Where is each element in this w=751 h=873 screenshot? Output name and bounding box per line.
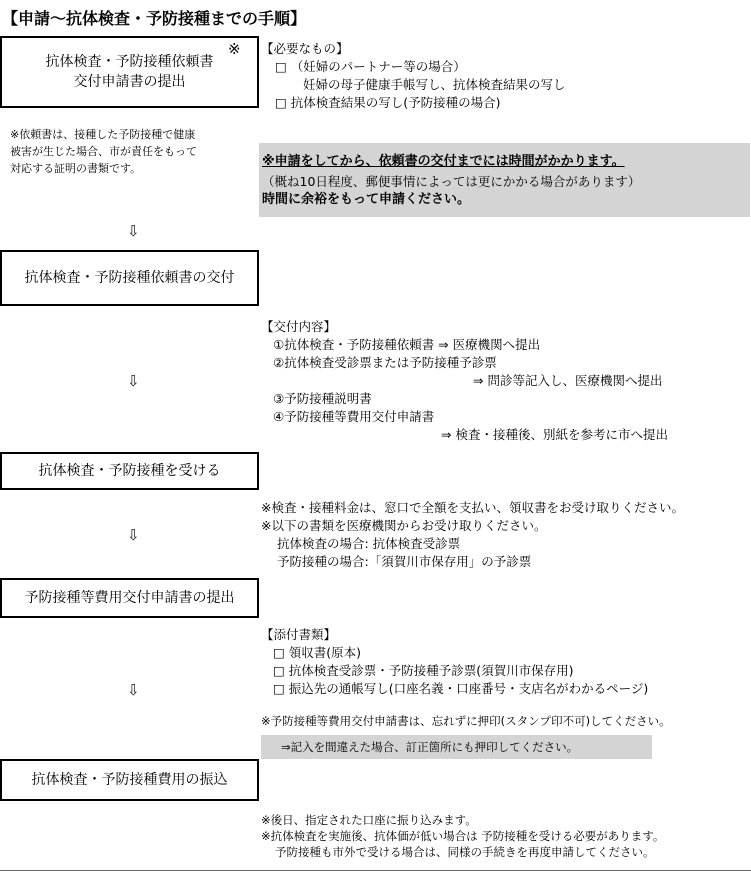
exam-line: 抗体検査の場合: 抗体検査受診票 <box>277 536 461 551</box>
down-arrow-icon: ⇩ <box>127 222 140 240</box>
notice-line: ※申請をしてから、依頼書の交付までには時間がかかります。 <box>262 154 625 169</box>
needs-item: 妊婦の母子健康手帳写し、抗体検査結果の写し <box>303 77 566 92</box>
notice-box <box>259 143 750 217</box>
side-note-line: 対応する証明の書類です。 <box>10 162 142 175</box>
step-label: 抗体検査・予防接種依頼書 <box>45 54 214 70</box>
notice-line: 時間に余裕をもって申請ください。 <box>262 192 471 207</box>
delivery-item: ②抗体検査受診票または予防接種予診票 <box>273 355 497 370</box>
transfer-block <box>261 812 664 860</box>
attach-note: ※予防接種等費用交付申請書は、忘れずに押印(スタンプ印不可)してください。 <box>261 714 671 728</box>
exam-line: ※検査・接種料金は、窓口で全額を支払い、領収書をお受け取りください。 <box>261 500 684 515</box>
notice-line: （概ね10日程度、郵便事情によっては更にかかる場合があります） <box>262 174 641 189</box>
transfer-line: ※後日、指定された口座に振り込みます。 <box>261 813 477 827</box>
down-arrow-icon: ⇩ <box>127 681 140 699</box>
step-label: 抗体検査・予防接種を受ける <box>38 463 221 479</box>
transfer-line: 予防接種も市外で受ける場合は、同様の手続きを再度申請してください。 <box>275 845 655 859</box>
step-box-issuance <box>0 250 259 306</box>
delivery-item: ⇒ 問診等記入し、医療機関へ提出 <box>473 373 663 388</box>
side-note-line: ※依頼書は、接種した予防接種で健康 <box>10 128 196 141</box>
side-note <box>10 126 197 177</box>
attach-block <box>261 626 648 698</box>
delivery-item: ①抗体検査・予防接種依頼書 ⇒ 医療機関へ提出 <box>273 337 541 352</box>
delivery-item: ③予防接種説明書 <box>273 391 372 406</box>
delivery-heading: 【交付内容】 <box>261 319 337 334</box>
delivery-item: ⇒ 検査・接種後、別紙を参考に市へ提出 <box>441 427 668 442</box>
attach-heading: 【添付書類】 <box>261 627 337 642</box>
needs-block <box>261 40 566 112</box>
step-box-application <box>0 36 259 108</box>
side-note-line: 被害が生じた場合、市が責任をもって <box>10 145 197 158</box>
step-label: 抗体検査・予防接種費用の振込 <box>31 772 228 788</box>
bottom-divider <box>0 870 751 871</box>
down-arrow-icon: ⇩ <box>127 526 140 544</box>
exam-block <box>261 499 684 571</box>
transfer-line: ※抗体検査を実施後、抗体価が低い場合は 予防接種を受ける必要があります。 <box>261 829 665 843</box>
attach-item: □ 振込先の通帳写し(口座名義・口座番号・支店名がわかるページ) <box>273 681 649 696</box>
delivery-block <box>261 318 668 444</box>
step-label: 予防接種等費用交付申請書の提出 <box>24 590 235 606</box>
exam-line: 予防接種の場合:「須賀川市保存用」の予診票 <box>277 554 532 569</box>
down-arrow-icon: ⇩ <box>127 372 140 390</box>
step-box-transfer <box>0 759 259 801</box>
needs-item: □ （妊婦のパートナー等の場合） <box>275 59 466 74</box>
correction-note: ⇒記入を間違えた場合、訂正箇所にも押印してください。 <box>261 735 652 759</box>
needs-heading: 【必要なもの】 <box>261 41 349 56</box>
attach-item: □ 抗体検査受診票・予防接種予診票(須賀川市保存用) <box>273 663 574 678</box>
reference-mark: ※ <box>228 40 241 58</box>
step-box-expense-application <box>0 578 259 618</box>
step-label: 交付申請書の提出 <box>73 74 186 90</box>
step-label: 抗体検査・予防接種依頼書の交付 <box>24 270 235 286</box>
exam-line: ※以下の書類を医療機関からお受け取りください。 <box>261 518 547 533</box>
step-box-receive <box>0 452 259 490</box>
attach-item: □ 領収書(原本) <box>273 645 362 660</box>
page-title: 【申請～抗体検査・予防接種までの手順】 <box>2 9 307 28</box>
needs-item: □ 抗体検査結果の写し(予防接種の場合) <box>275 95 501 110</box>
delivery-item: ④予防接種等費用交付申請書 <box>273 409 435 424</box>
